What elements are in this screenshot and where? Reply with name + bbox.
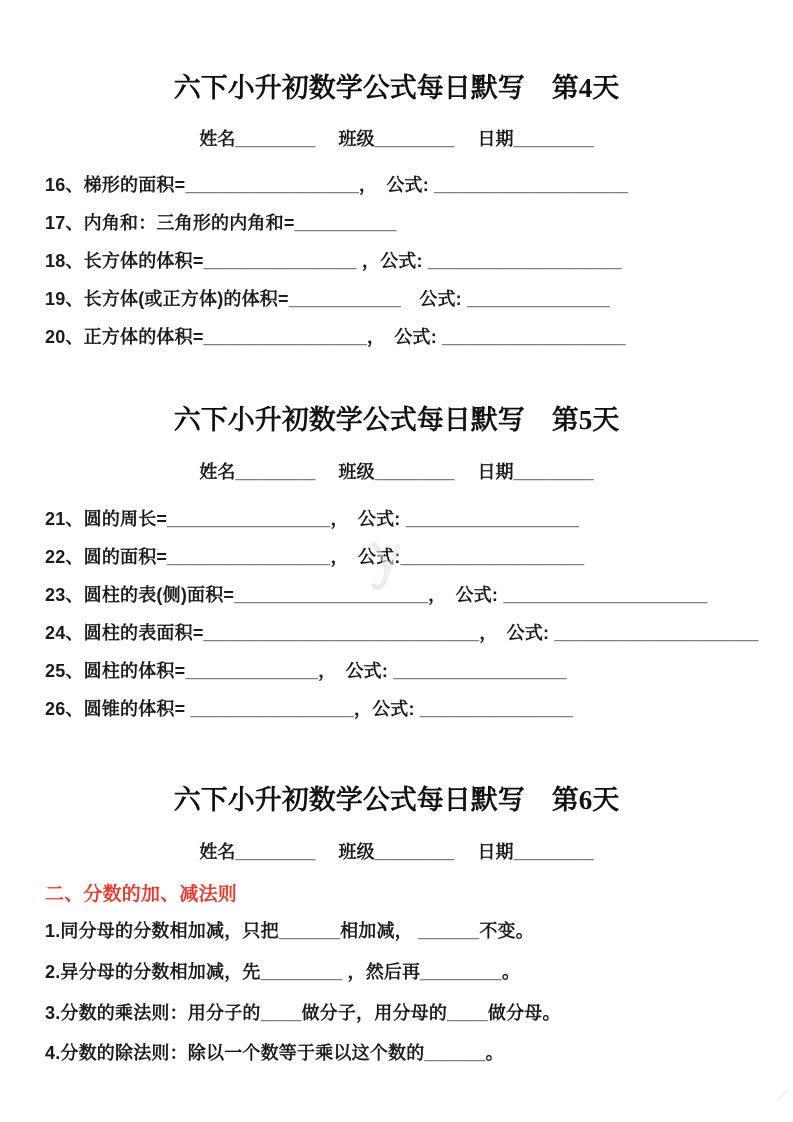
day6-title: 六下小升初数学公式每日默写 第6天	[173, 785, 620, 815]
worksheet-item-26: 26、圆锥的体积= ________________，公式: _______________	[45, 699, 574, 719]
day5-title: 六下小升初数学公式每日默写 第5天	[173, 405, 620, 435]
day5-name-class-date-line: 姓名________ 班级________ 日期________	[199, 462, 594, 482]
worksheet-item-1: 1.同分母的分数相加减，只把______相加减， ______不变。	[45, 921, 534, 941]
worksheet-item-2: 2.异分母的分数相加减，先________ ，然后再________。	[45, 962, 521, 982]
worksheet-item-16: 16、梯形的面积=_________________， 公式: ___________________	[45, 175, 629, 195]
worksheet-item-18: 18、长方体的体积=_______________ ，公式: ___________________	[45, 251, 622, 271]
day6-name-class-date-line: 姓名________ 班级________ 日期________	[199, 842, 594, 862]
worksheet-item-24: 24、圆柱的表面积=___________________________， 公式: ____________________	[45, 623, 759, 643]
worksheet-item-25: 25、圆柱的体积=_____________， 公式: _________________	[45, 661, 567, 681]
worksheet-item-3: 3.分数的乘法则：用分子的____做分子，用分母的____做分母。	[45, 1003, 561, 1023]
worksheet-item-19: 19、长方体(或正方体)的体积=___________ 公式: ______________	[45, 289, 610, 309]
day4-title: 六下小升初数学公式每日默写 第4天	[173, 73, 620, 103]
worksheet-item-4: 4.分数的除法则：除以一个数等于乘以这个数的______。	[45, 1043, 504, 1063]
corner-tick-icon	[776, 1088, 790, 1107]
worksheet-item-22: 22、圆的面积=________________， 公式:__________________	[45, 547, 585, 567]
worksheet-item-20: 20、正方体的体积=________________， 公式: __________________	[45, 327, 626, 347]
worksheet-item-21: 21、圆的周长=________________， 公式: _________________	[45, 509, 580, 529]
worksheet-item-23: 23、圆柱的表(侧)面积=___________________， 公式: ____________________	[45, 585, 708, 605]
worksheet-item-17: 17、内角和：三角形的内角和=__________	[45, 213, 397, 233]
day4-name-class-date-line: 姓名________ 班级________ 日期________	[199, 129, 594, 149]
fraction-rules-section-header: 二、分数的加、减法则	[45, 884, 238, 905]
